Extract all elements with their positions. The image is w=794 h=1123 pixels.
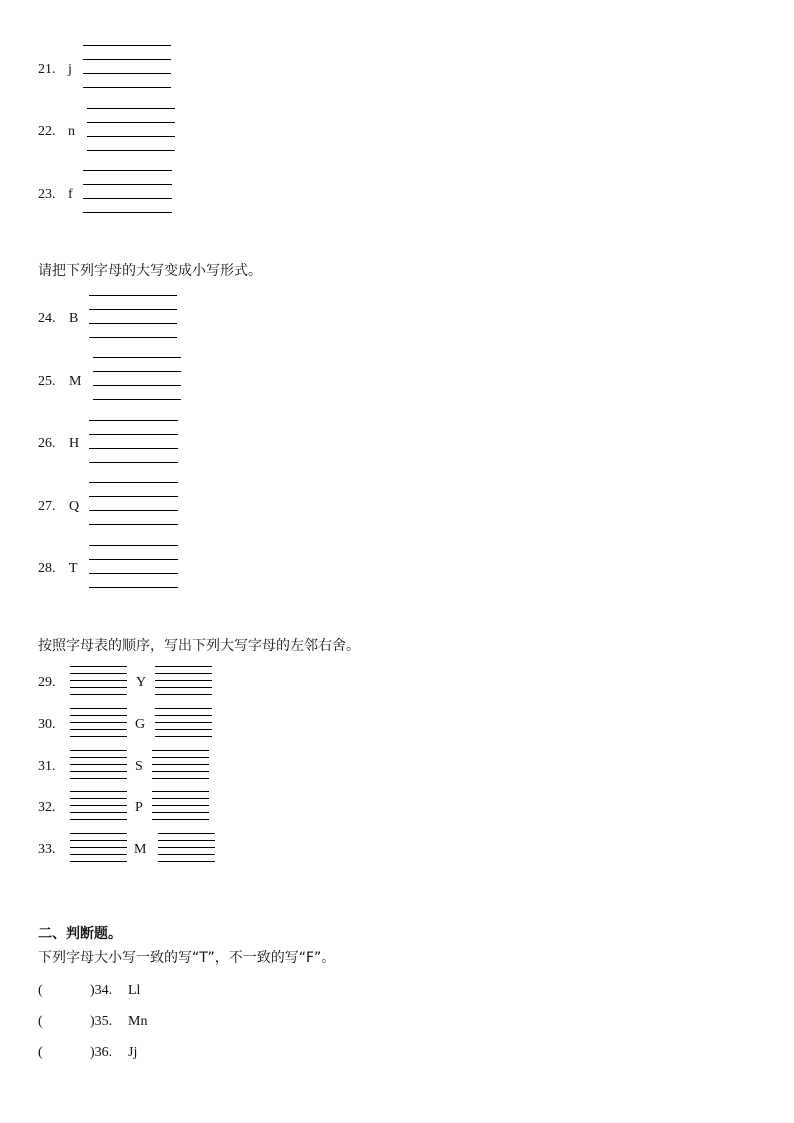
question-27 bbox=[38, 499, 80, 515]
answer-paren-open: ( bbox=[38, 983, 43, 998]
question-letter: M bbox=[69, 374, 82, 389]
question-number: 32. bbox=[38, 800, 56, 815]
question-number: )36. bbox=[90, 1045, 113, 1060]
question-letter: P bbox=[135, 800, 143, 815]
question-number: 26. bbox=[38, 436, 56, 451]
question-letter: B bbox=[69, 311, 79, 326]
question-number: 22. bbox=[38, 124, 56, 139]
answer-paren-open: ( bbox=[38, 1014, 43, 1029]
question-21 bbox=[38, 62, 72, 78]
question-pair: Jj bbox=[128, 1045, 138, 1060]
question-pair: Ll bbox=[128, 983, 141, 998]
question-29 bbox=[38, 675, 147, 691]
question-letter: j bbox=[68, 62, 72, 77]
question-letter: S bbox=[135, 759, 143, 774]
question-25 bbox=[38, 374, 82, 390]
question-30 bbox=[38, 717, 146, 733]
question-24 bbox=[38, 311, 79, 327]
question-32 bbox=[38, 800, 143, 816]
instruction-judge: 下列字母大小写一致的写“T”，不一致的写“F”。 bbox=[38, 950, 336, 966]
question-letter: H bbox=[69, 436, 80, 451]
question-number: 33. bbox=[38, 842, 56, 857]
question-number: 24. bbox=[38, 311, 56, 326]
question-letter: Q bbox=[69, 499, 80, 514]
question-number: 29. bbox=[38, 675, 56, 690]
question-23 bbox=[38, 187, 73, 203]
question-number: 21. bbox=[38, 62, 56, 77]
question-letter: T bbox=[69, 561, 78, 576]
answer-paren-open: ( bbox=[38, 1045, 43, 1060]
question-letter: M bbox=[134, 842, 147, 857]
question-number: 25. bbox=[38, 374, 56, 389]
question-pair: Mn bbox=[128, 1014, 148, 1029]
question-number: 23. bbox=[38, 187, 56, 202]
instruction-uppercase: 请把下列字母的大写变成小写形式。 bbox=[38, 263, 262, 279]
question-22 bbox=[38, 124, 75, 140]
question-number: 28. bbox=[38, 561, 56, 576]
question-28 bbox=[38, 561, 78, 577]
question-letter: G bbox=[135, 717, 146, 732]
instruction-neighbors: 按照字母表的顺序，写出下列大写字母的左邻右舍。 bbox=[38, 638, 360, 654]
question-letter: n bbox=[68, 124, 75, 139]
question-number: )34. bbox=[90, 983, 113, 998]
question-31 bbox=[38, 759, 143, 775]
question-26 bbox=[38, 436, 80, 452]
question-number: 27. bbox=[38, 499, 56, 514]
question-number: )35. bbox=[90, 1014, 113, 1029]
question-letter: Y bbox=[136, 675, 147, 690]
question-number: 30. bbox=[38, 717, 56, 732]
question-letter: f bbox=[68, 187, 73, 202]
question-33 bbox=[38, 842, 147, 858]
question-number: 31. bbox=[38, 759, 56, 774]
section-heading-judge: 二、判断题。 bbox=[38, 926, 122, 942]
